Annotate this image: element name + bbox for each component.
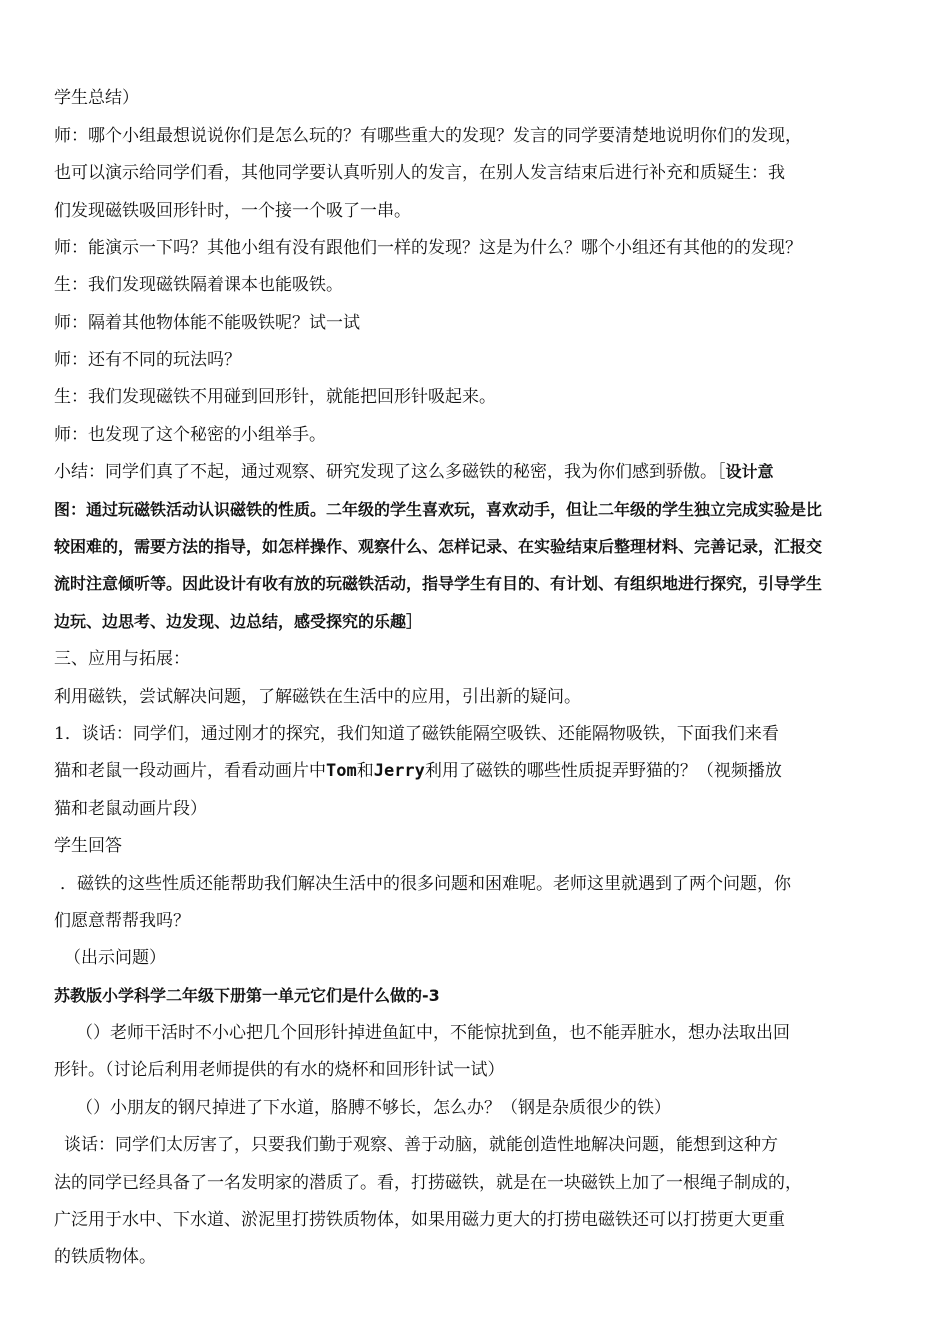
text-line: 师：能演示一下吗？其他小组有没有跟他们一样的发现？这是为什么？哪个小组还有其他的的发现？ [54, 238, 802, 258]
text-line: 猫和老鼠动画片段） [54, 799, 207, 819]
text-line: 的铁质物体。 [54, 1247, 156, 1267]
text-line: ．磁铁的这些性质还能帮助我们解决生活中的很多问题和困难呢。老师这里就遇到了两个问题，你 [60, 874, 791, 894]
name-tom: Tom [326, 761, 357, 781]
text-line: 形针。（讨论后利用老师提供的有水的烧杯和回形针试一试） [54, 1060, 505, 1080]
name-jerry: Jerry [373, 761, 425, 781]
text-line [54, 759, 782, 783]
text-line: 法的同学已经具备了一名发明家的潜质了。看，打捞磁铁，就是在一块磁铁上加了一根绳子制成的， [54, 1173, 802, 1193]
text-line: （出示问题） [64, 948, 166, 968]
text-line: 师：还有不同的玩法吗？ [54, 350, 241, 370]
text-line: 生：我们发现磁铁隔着课本也能吸铁。 [54, 275, 343, 295]
text-line: 学生总结） [54, 88, 139, 108]
text-line: （）老师干活时不小心把几个回形针掉进鱼缸中，不能惊扰到鱼，也不能弄脏水，想办法取出回 [76, 1023, 790, 1043]
text-line: 师：哪个小组最想说说你们是怎么玩的？有哪些重大的发现？发言的同学要清楚地说明你们的发现， [54, 126, 802, 146]
design-intent-line: 较困难的，需要方法的指导，如怎样操作、观察什么、怎样记录、在实验结束后整理材料、完善记录，汇报交 [54, 537, 823, 556]
design-intent-line: 边玩、边思考、边发现、边总结，感受探究的乐趣］ [54, 612, 423, 631]
text-line: 生：我们发现磁铁不用碰到回形针，就能把回形针吸起来。 [54, 387, 496, 407]
design-intent-line: 图：通过玩磁铁活动认识磁铁的性质。二年级的学生喜欢玩，喜欢动手，但让二年级的学生独立完成实验是比 [54, 500, 823, 519]
section-heading: 三、应用与拓展： [54, 649, 190, 669]
text-line: 们愿意帮帮我吗？ [54, 911, 190, 931]
text-line [54, 460, 774, 484]
design-intent-text: 设计意 [725, 462, 774, 481]
text-segment: 利用了磁铁的哪些性质捉弄野猫的？（视频播放 [424, 761, 782, 781]
text-line: 广泛用于水中、下水道、淤泥里打捞铁质物体，如果用磁力更大的打捞电磁铁还可以打捞更大更重 [54, 1210, 785, 1230]
text-segment: 和 [356, 761, 374, 781]
document-title: 苏教版小学科学二年级下册第一单元它们是什么做的-3 [54, 986, 440, 1005]
text-line: 谈话：同学们太厉害了，只要我们勤于观察、善于动脑，就能创造性地解决问题，能想到这种方 [64, 1135, 778, 1155]
text-line: 师：隔着其他物体能不能吸铁呢？试一试 [54, 313, 360, 333]
text-line: 1．谈话：同学们，通过刚才的探究，我们知道了磁铁能隔空吸铁、还能隔物吸铁，下面我们来看 [54, 724, 779, 744]
text-line: 师：也发现了这个秘密的小组举手。 [54, 425, 326, 445]
text-line: 也可以演示给同学们看，其他同学要认真听别人的发言，在别人发言结束后进行补充和质疑生：我 [54, 163, 785, 183]
text-line: 们发现磁铁吸回形针时，一个接一个吸了一串。 [54, 201, 411, 221]
text-segment: 猫和老鼠一段动画片，看看动画片中 [54, 761, 326, 781]
text-line: 利用磁铁，尝试解决问题，了解磁铁在生活中的应用，引出新的疑问。 [54, 687, 581, 707]
design-intent-line: 流时注意倾听等。因此设计有收有放的玩磁铁活动，指导学生有目的、有计划、有组织地进行探究，引导学生 [54, 574, 823, 593]
text-line: 学生回答 [54, 836, 122, 856]
summary-text: 小结：同学们真了不起，通过观察、研究发现了这么多磁铁的秘密，我为你们感到骄傲。［ [54, 462, 726, 482]
text-line: （）小朋友的钢尺掉进了下水道，胳膊不够长，怎么办？（钢是杂质很少的铁） [76, 1098, 671, 1118]
